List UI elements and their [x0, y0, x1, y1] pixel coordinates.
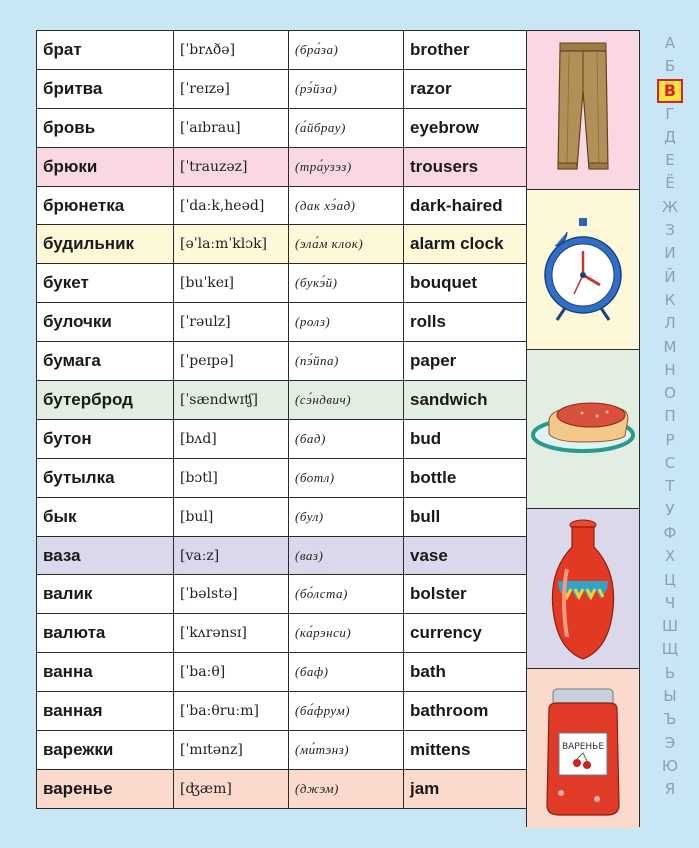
english-word: brother — [404, 31, 527, 70]
english-word: eyebrow — [404, 108, 527, 147]
table-row — [37, 342, 527, 381]
russian-transcription: (баф) — [289, 653, 404, 692]
alphabet-letter[interactable]: Т — [665, 477, 675, 496]
english-word: mittens — [404, 731, 527, 770]
alarm-clock-picture — [527, 190, 639, 350]
alphabet-letter[interactable]: Д — [664, 127, 676, 146]
table-row — [37, 303, 527, 342]
russian-word: бутон — [37, 419, 174, 458]
ipa-transcription: [ˈmɪtənz] — [174, 731, 289, 770]
alphabet-letter[interactable]: Ё — [665, 174, 675, 193]
sandwich-icon — [527, 350, 639, 508]
english-word: jam — [404, 769, 527, 808]
alphabet-letter[interactable]: Г — [665, 104, 675, 123]
ipa-transcription: [ˈkʌrənsɪ] — [174, 614, 289, 653]
russian-word: валик — [37, 575, 174, 614]
russian-word: брат — [37, 31, 174, 70]
ipa-transcription: [ˈdaːk,heəd] — [174, 186, 289, 225]
russian-transcription: (ваз) — [289, 536, 404, 575]
table-row — [37, 731, 527, 770]
alphabet-letter[interactable]: Я — [664, 780, 676, 799]
russian-transcription: (бо́лста) — [289, 575, 404, 614]
english-word: bath — [404, 653, 527, 692]
table-row — [37, 575, 527, 614]
alphabet-letter[interactable]: Ц — [664, 570, 676, 589]
alphabet-letter[interactable]: Б — [664, 57, 676, 76]
alphabet-letter[interactable]: Ъ — [663, 710, 677, 729]
ipa-transcription: [vaːz] — [174, 536, 289, 575]
english-word: bull — [404, 497, 527, 536]
russian-word: букет — [37, 264, 174, 303]
russian-word: бумага — [37, 342, 174, 381]
alphabet-letter[interactable]: Х — [664, 547, 676, 566]
russian-word: бровь — [37, 108, 174, 147]
trousers-icon — [527, 31, 639, 189]
table-row — [37, 458, 527, 497]
alphabet-letter[interactable]: Л — [664, 314, 676, 333]
table-row — [37, 614, 527, 653]
russian-transcription: (рэ́йзa) — [289, 69, 404, 108]
english-word: currency — [404, 614, 527, 653]
russian-transcription: (дак хэ́ад) — [289, 186, 404, 225]
english-word: bouquet — [404, 264, 527, 303]
russian-word: брюнетка — [37, 186, 174, 225]
russian-transcription: (ми́тэнз) — [289, 731, 404, 770]
table-row — [37, 264, 527, 303]
russian-word: бутерброд — [37, 381, 174, 420]
ipa-transcription: [ˈtrauzəz] — [174, 147, 289, 186]
alphabet-letter[interactable]: С — [664, 454, 676, 473]
russian-word: бык — [37, 497, 174, 536]
table-row — [37, 497, 527, 536]
russian-transcription: (эла́м клок) — [289, 225, 404, 264]
jam-jar-icon — [527, 669, 639, 827]
alphabet-letter[interactable]: Щ — [661, 640, 679, 659]
table-row — [37, 225, 527, 264]
table-row — [37, 692, 527, 731]
ipa-transcription: [ˈrəulz] — [174, 303, 289, 342]
ipa-transcription: [əˈlaːmˈklɔk] — [174, 225, 289, 264]
alphabet-letter[interactable]: И — [664, 244, 676, 263]
alphabet-letter[interactable]: О — [664, 384, 676, 403]
russian-word: ванная — [37, 692, 174, 731]
russian-transcription: (пэ́йпа) — [289, 342, 404, 381]
russian-transcription: (джэм) — [289, 769, 404, 808]
alphabet-letter[interactable]: М — [663, 337, 677, 356]
russian-transcription: (бра́зa) — [289, 31, 404, 70]
russian-word: ванна — [37, 653, 174, 692]
table-row — [37, 381, 527, 420]
vocabulary-table-body — [37, 31, 527, 809]
ipa-transcription: [bul] — [174, 497, 289, 536]
alphabet-letter[interactable]: Ч — [664, 593, 676, 612]
russian-word: варежки — [37, 731, 174, 770]
ipa-transcription: [ˈsændwɪʧ] — [174, 381, 289, 420]
alphabet-index — [655, 32, 685, 802]
english-word: vase — [404, 536, 527, 575]
alphabet-letter[interactable]: Р — [665, 430, 675, 449]
russian-transcription: (сэ́ндвич) — [289, 381, 404, 420]
vase-icon — [527, 509, 639, 668]
english-word: trousers — [404, 147, 527, 186]
russian-transcription: (бул) — [289, 497, 404, 536]
alphabet-letter[interactable]: К — [664, 290, 676, 309]
ipa-transcription: [bɔtl] — [174, 458, 289, 497]
alarm-clock-icon — [527, 190, 639, 349]
table-row — [37, 69, 527, 108]
table-row — [37, 108, 527, 147]
russian-word: бутылка — [37, 458, 174, 497]
russian-transcription: (ба́фрум) — [289, 692, 404, 731]
english-word: rolls — [404, 303, 527, 342]
ipa-transcription: [ˈbrʌðə] — [174, 31, 289, 70]
ipa-transcription: [ˈpeɪpə] — [174, 342, 289, 381]
ipa-transcription: [ˈbaːθ] — [174, 653, 289, 692]
alphabet-letter[interactable]: Ь — [664, 663, 676, 682]
alphabet-letter[interactable]: Й — [664, 267, 676, 286]
english-word: bottle — [404, 458, 527, 497]
table-row — [37, 186, 527, 225]
russian-transcription: (бад) — [289, 419, 404, 458]
english-word: razor — [404, 69, 527, 108]
russian-transcription: (букэ́й) — [289, 264, 404, 303]
alphabet-letter[interactable]: В — [657, 79, 683, 103]
table-row — [37, 653, 527, 692]
alphabet-letter[interactable]: А — [664, 34, 676, 52]
table-row — [37, 769, 527, 808]
alphabet-letter[interactable]: П — [664, 407, 676, 426]
jam-jar-picture — [527, 669, 639, 828]
russian-word: булочки — [37, 303, 174, 342]
picture-column — [526, 30, 640, 827]
russian-word: бритва — [37, 69, 174, 108]
alphabet-letter[interactable]: Э — [664, 733, 676, 752]
vase-picture — [527, 509, 639, 669]
english-word: dark-haired — [404, 186, 527, 225]
table-row — [37, 147, 527, 186]
russian-word: ваза — [37, 536, 174, 575]
russian-word: будильник — [37, 225, 174, 264]
jam-jar-label: ВАРЕНЬЕ — [561, 742, 605, 752]
alphabet-letter[interactable]: Е — [665, 151, 675, 170]
alphabet-letter[interactable]: Ю — [661, 756, 679, 775]
ipa-transcription: [ˈbəlstə] — [174, 575, 289, 614]
trousers-picture — [527, 31, 639, 190]
russian-word: валюта — [37, 614, 174, 653]
english-word: bathroom — [404, 692, 527, 731]
alphabet-letter[interactable]: Ы — [663, 687, 677, 706]
ipa-transcription: [ʤæm] — [174, 769, 289, 808]
alphabet-letter[interactable]: Ш — [661, 617, 679, 636]
english-word: sandwich — [404, 381, 527, 420]
russian-transcription: (тра́узэз) — [289, 147, 404, 186]
russian-word: варенье — [37, 769, 174, 808]
vocabulary-table — [36, 30, 527, 809]
russian-word: брюки — [37, 147, 174, 186]
russian-transcription: (ролз) — [289, 303, 404, 342]
sandwich-picture — [527, 350, 639, 509]
russian-transcription: (ка́рэнси) — [289, 614, 404, 653]
table-row — [37, 419, 527, 458]
ipa-transcription: [ˈaɪbrau] — [174, 108, 289, 147]
alphabet-letter[interactable]: У — [665, 500, 675, 519]
ipa-transcription: [ˈbaːθruːm] — [174, 692, 289, 731]
alphabet-letter[interactable]: Н — [664, 360, 676, 379]
ipa-transcription: [ˈreɪzə] — [174, 69, 289, 108]
english-word: paper — [404, 342, 527, 381]
alphabet-letter[interactable]: Ф — [663, 523, 677, 542]
english-word: bud — [404, 419, 527, 458]
alphabet-letter[interactable]: З — [665, 221, 675, 240]
english-word: alarm clock — [404, 225, 527, 264]
alphabet-letter[interactable]: Ж — [661, 197, 679, 216]
ipa-transcription: [bʌd] — [174, 419, 289, 458]
russian-transcription: (ботл) — [289, 458, 404, 497]
table-row — [37, 536, 527, 575]
table-row — [37, 31, 527, 70]
ipa-transcription: [buˈkeɪ] — [174, 264, 289, 303]
russian-transcription: (а́йбрау) — [289, 108, 404, 147]
english-word: bolster — [404, 575, 527, 614]
